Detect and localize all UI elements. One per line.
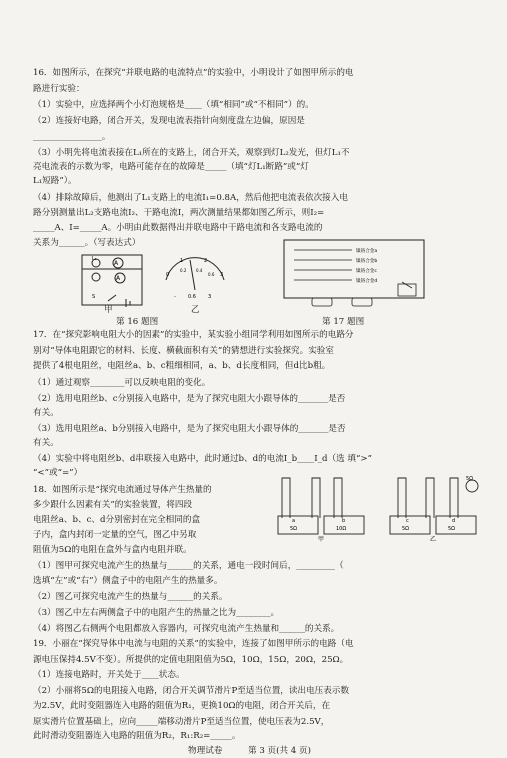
q19-line: （2）小丽将5Ω的电阻接入电路，闭合开关调节滑片P至适当位置，读出电压表示数 bbox=[33, 686, 350, 696]
meter-tick: 0 bbox=[166, 272, 170, 278]
q19-line: 原实滑片位置基础上，应向_____端移动滑片P至适当位置，使电压表为2.5V， bbox=[33, 717, 330, 727]
meter-tick: 1 bbox=[180, 258, 184, 264]
q16-line: （3）小明先将电流表接在L₁所在的支路上，闭合开关，观察到灯L₂发光，但灯L₁不 bbox=[33, 148, 350, 158]
resistor-value: 5Ω bbox=[402, 526, 410, 532]
q16-line: 关系为______。（写表达式） bbox=[33, 238, 141, 248]
wire-label: 镍铬合金d bbox=[356, 279, 378, 284]
q16-line: 路分别测量出L₂支路电流I₂、干路电流I，两次测量结果都如图乙所示，则I₂= bbox=[33, 208, 325, 218]
ammeter-dial-yi bbox=[160, 252, 230, 300]
q17-line: （1）通过观察________可以反映电阻的变化。 bbox=[33, 378, 211, 388]
meter-terminal: 3 bbox=[208, 294, 212, 300]
q16-line: L₁短路”）。 bbox=[33, 176, 77, 186]
q17-line: “<”或“=”） bbox=[33, 468, 83, 478]
q19-line: 源电压保持4.5V不变）。所提供的定值电阻阻值为5Ω，10Ω，15Ω，20Ω，25Ω。 bbox=[33, 655, 349, 665]
meter-subtick: 0.4 bbox=[196, 268, 203, 273]
q18-line: 电阻丝a、b、c、d分别密封在完全相同的盒 bbox=[33, 515, 201, 525]
circuit-diagram-jia bbox=[78, 251, 148, 313]
footer-page-number: 第 3 页(共 4 页) bbox=[248, 746, 311, 756]
svg-text:A: A bbox=[116, 275, 121, 282]
q18-line: 选填“左”或“右”）侧盒子中的电阻产生的热量多。 bbox=[33, 576, 223, 586]
resistor-value: 10Ω bbox=[336, 526, 347, 532]
wire-label: 镍铬合金a bbox=[356, 249, 378, 254]
q18-line: （4）将图乙右侧两个电阻都放入容器内，可探究电流产生热量和______的关系。 bbox=[33, 624, 340, 634]
resistor-value: 5Ω bbox=[290, 526, 298, 532]
meter-subtick: 0.2 bbox=[180, 268, 187, 273]
q19-line: 此时滑动变阻器连入电路的阻值为R₂，R₁:R₂=_____。 bbox=[33, 731, 241, 741]
resistance-apparatus bbox=[282, 238, 432, 316]
sub-label-jia: 甲 bbox=[104, 305, 113, 315]
q18-line: （1）图甲可探究电流产生的热量与______的关系，通电一段时间后，_________（ bbox=[33, 561, 344, 571]
q16-line: （2）连接好电路，闭合开关，发现电流表指针向刻度盘左边偏，原因是 bbox=[33, 116, 305, 126]
q17-line: （2）选用电阻丝b、c分别接入电路中，是为了探究电阻大小跟导体的_______是否 bbox=[33, 394, 346, 404]
wire-label: 镍铬合金c bbox=[356, 269, 377, 274]
sub-label-yi: 乙 bbox=[430, 536, 437, 542]
q18-line: 子内，盒内封闭一定量的空气，图乙中另取 bbox=[33, 530, 197, 540]
q16-line: 16．如图所示，在探究“并联电路的电流特点”的实验中，小明设计了如图甲所示的电 bbox=[33, 68, 354, 78]
meter-terminal: 0.6 bbox=[188, 294, 196, 300]
q18-line: （2）图乙可探究电流产生的热量与______的关系。 bbox=[33, 592, 228, 602]
q18-line: 多少跟什么因素有关”的实验装置，将四段 bbox=[33, 500, 193, 510]
wire-label: 镍铬合金b bbox=[356, 259, 378, 264]
sub-label-jia: 甲 bbox=[318, 536, 325, 542]
box-letter: a bbox=[292, 518, 296, 524]
q16-line: ________________。 bbox=[33, 132, 111, 142]
meter-subtick: 0.6 bbox=[208, 272, 215, 277]
meter-tick: 3 bbox=[220, 272, 224, 278]
q16-line: （1）实验中，应选择两个小灯泡规格是____（填“相同”或“不相同”）的。 bbox=[33, 100, 314, 110]
q17-line: 有关。 bbox=[33, 438, 59, 448]
meter-terminal: - bbox=[174, 294, 176, 300]
meter-tick: 2 bbox=[204, 258, 208, 264]
q19-line: 为2.5V，此时变阻器连入电路的阻值为R₁，更换10Ω的电阻，闭合开关后，在 bbox=[33, 701, 331, 711]
q17-line: 提供了4根电阻丝，电阻丝a、b、c粗细相同，a、b、d长度相同，但d比b粗。 bbox=[33, 361, 331, 371]
box-letter: d bbox=[452, 518, 456, 524]
footer-title: 物理试卷 bbox=[188, 746, 223, 756]
resistor-value: 5Ω bbox=[448, 526, 456, 532]
box-letter: c bbox=[406, 518, 409, 524]
svg-text:L₁: L₁ bbox=[92, 256, 97, 262]
q19-line: （1）连接电路时，开关处于____状态。 bbox=[33, 670, 185, 680]
q17-line: （3）选用电阻丝a、b分别接入电路中，是为了探究电阻大小跟导体的_______是否 bbox=[33, 424, 346, 434]
q17-line: 17．在“探究影响电阻大小的因素”的实验中，某实验小组同学利用如图所示的电路分 bbox=[33, 330, 354, 340]
q16-line: （4）排除故障后，他测出了L₁支路上的电流I₁=0.8A，然后他把电流表依次接入电 bbox=[33, 193, 348, 203]
q16-line: 路进行实验： bbox=[33, 84, 85, 94]
box-letter: b bbox=[342, 518, 346, 524]
q18-line: 18．如图所示是“探究电流通过导体产生热量的 bbox=[33, 485, 212, 495]
fig17-caption: 第 17 题图 bbox=[322, 317, 365, 327]
resistor-value: 5Ω bbox=[466, 476, 474, 482]
q19-line: 19．小丽在“探究导体中电流与电阻的关系”的实验中，连接了如图甲所示的电路（电 bbox=[33, 639, 354, 649]
q17-line: 有关。 bbox=[33, 408, 59, 418]
q17-line: （4）实验中将电阻丝b、d串联接入电路中，此时通过b、d的电流I_b____I_d（选 填“>” bbox=[33, 454, 372, 464]
q18-line: 阻值为5Ω的电阻在盒外与盒内电阻并联。 bbox=[33, 545, 192, 555]
fig16-caption: 第 16 题图 bbox=[116, 317, 159, 327]
q18-line: （3）图乙中左右两侧盒子中的电阻产生的热量之比为________。 bbox=[33, 608, 280, 618]
svg-text:A: A bbox=[114, 260, 119, 267]
q17-line: 别对“导体电阻跟它的材料、长度、横截面积有关”的猜想进行实验探究。实验室 bbox=[33, 346, 334, 356]
joule-heat-apparatus bbox=[272, 470, 487, 542]
q16-line: 亮电流表的示数为零，电路可能存在的故障是_____（填“灯L₁断路”或“灯 bbox=[33, 162, 309, 172]
svg-text:S: S bbox=[92, 294, 96, 300]
q16-line: _____A、I=_____A。小明由此数据得出并联电路中干路电流和各支路电流的 bbox=[33, 223, 323, 233]
sub-label-yi: 乙 bbox=[191, 305, 200, 315]
